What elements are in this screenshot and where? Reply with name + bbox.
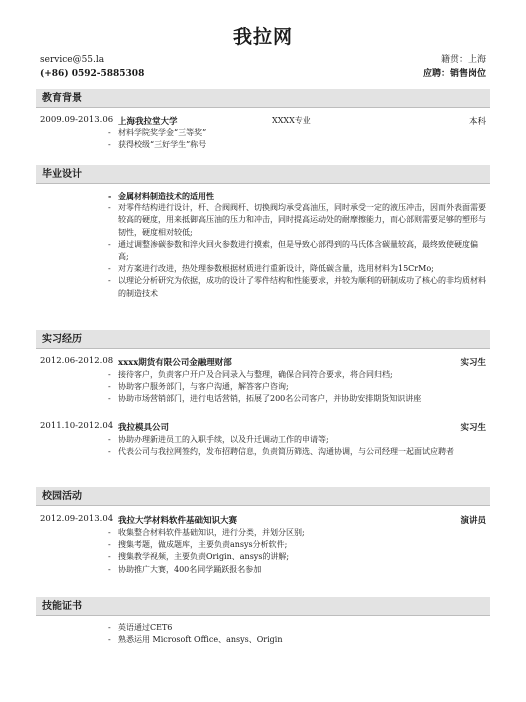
list-item: - 协助市场营销部门，进行电话营销，拓展了200名公司客户，并协助安排期货知识讲座 [108,393,488,405]
email-text: service@55.la [40,55,105,65]
list-item: - 对方案进行改进，热处理参数根据材质进行重新设计，降低碳含量，选用材料为15CrMo; [108,263,488,275]
campus-role: 演讲员 [460,516,486,526]
education-degree: 本科 [468,117,486,127]
internship-role: 实习生 [460,423,486,433]
section-heading-skills: 技能证书 [36,597,490,616]
education-date: 2009.09-2013.06 [40,115,114,125]
campus-bullets [108,527,488,576]
thesis-bullets [108,190,488,300]
section-heading-internship: 实习经历 [36,330,490,349]
phone-text: (+86) 0592-5885308 [40,69,145,79]
thesis-title: - 金属材料制造技术的适用性 [108,190,488,202]
internship-company: 我拉模具公司 [118,423,170,433]
internship-date: 2012.06-2012.08 [40,356,114,366]
list-item: - 熟悉运用 Microsoft Office、ansys、Origin [108,634,488,646]
list-item: - 获得校级“三好学生”称号 [108,139,488,151]
list-item: - 协助办理新进员工的入职手续，以及升迁调动工作的申请等; [108,434,488,446]
list-item: - 收集整合材料软件基础知识，进行分类，并划分区别; [108,527,488,539]
internship-bullets [108,434,488,458]
internship-role: 实习生 [460,358,486,368]
list-item: - 以理论分析研究为依据，成功的设计了零件结构和性能要求，并较为顺利的研制成功了核心的非均质材料的制造技术 [108,275,488,299]
list-item: - 协助推广大赛，400名同学踊跃报名参加 [108,564,488,576]
education-school: 上海我拉堂大学 [118,117,178,127]
internship-company: xxxx期货有限公司金融理财部 [118,358,232,368]
list-item: - 搜集考题，做成题库，主要负责ansys分析软件; [108,539,488,551]
contact-info [40,53,144,81]
list-item: - 接待客户，负责客户开户及合同录入与整理，确保合同符合要求，将合同归档; [108,369,488,381]
list-item: - 代表公司与我拉网签约，发布招聘信息，负责简历筛选、沟通协调，与公司经理一起面试应聘者 [108,446,488,458]
internship-date: 2011.10-2012.04 [40,421,114,431]
list-item: - 材料学院奖学金“三等奖” [108,127,488,139]
skills-bullets [108,622,488,646]
section-heading-thesis: 毕业设计 [36,165,490,184]
section-heading-campus: 校园活动 [36,487,490,506]
education-major: XXXX专业 [272,116,311,125]
internship-bullets [108,369,488,406]
list-item: - 通过调整渗碳参数和淬火回火参数进行摸索，但是导致心部得到的马氏体含碳量较高，最终致使硬度偏高; [108,239,488,263]
list-item: - 对零件结构进行设计，杆、合阀阀杆、切换阀均承受高油压，同时承受一定的液压冲击，因而外表面需要较高的硬度，用来抵御高压油的压力和冲击，同时提高运动处的耐摩擦能力，而心部则需要足够的塑形与韧性，硬度相对较低; [108,202,488,239]
campus-date: 2012.09-2013.04 [40,514,114,524]
list-item: - 英语通过CET6 [108,622,488,634]
campus-title: 我拉大学材料软件基础知识大赛 [118,516,238,526]
resume-name: 我拉网 [232,26,293,48]
hometown-text: 籍贯：上海 [440,55,486,65]
position-text: 应聘：销售岗位 [422,69,486,79]
list-item: - 搜集教学视频，主要负责Origin、ansys的讲解; [108,551,488,563]
education-bullets [108,127,488,151]
section-heading-education: 教育背景 [36,89,490,108]
personal-info [423,53,486,81]
list-item: - 协助客户服务部门，与客户沟通，解答客户咨询; [108,381,488,393]
